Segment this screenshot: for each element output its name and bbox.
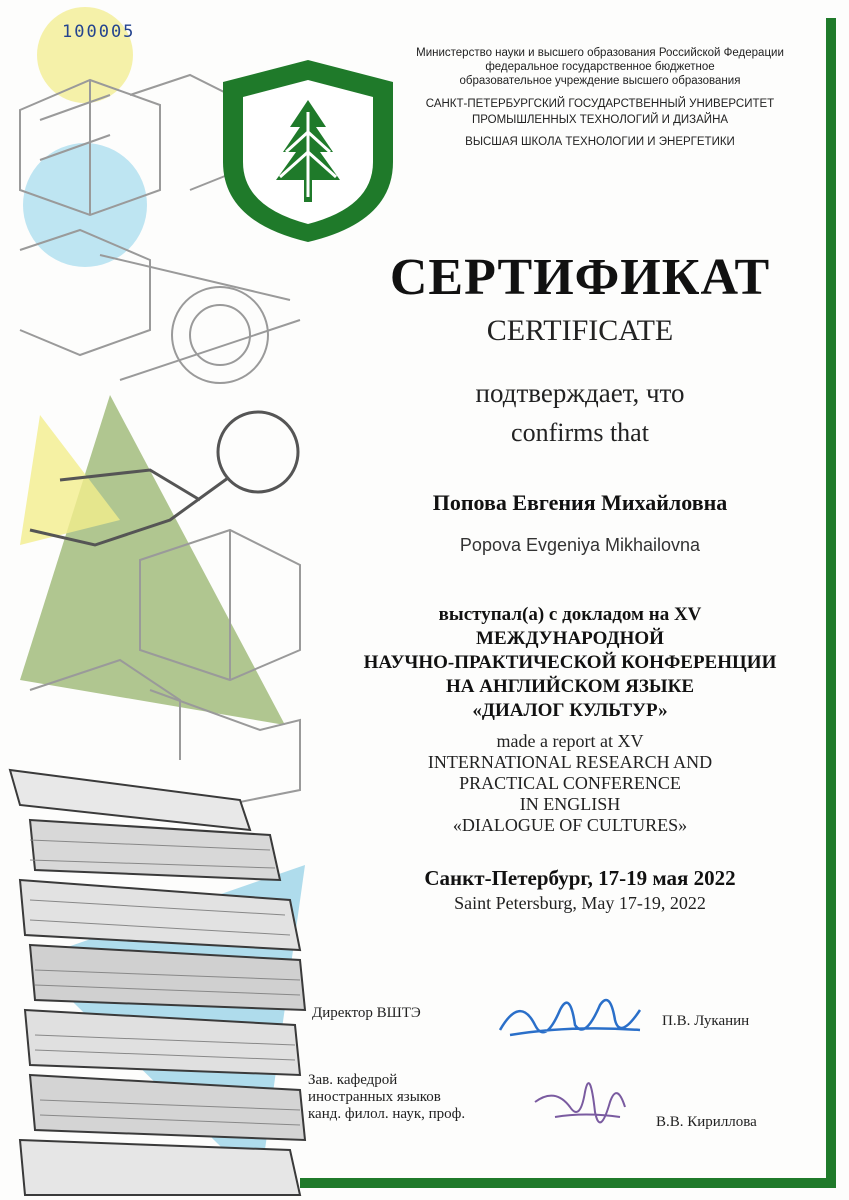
head-name: В.В. Кириллова bbox=[656, 1114, 757, 1130]
institution-header bbox=[380, 46, 820, 150]
report-en-line: made a report at XV bbox=[496, 731, 644, 751]
confirms-text-ru: подтверждает, что bbox=[475, 378, 685, 408]
report-ru-line: МЕЖДУНАРОДНОЙ bbox=[476, 628, 664, 649]
report-en-line: PRACTICAL CONFERENCE bbox=[459, 773, 681, 793]
certificate-title-en: CERTIFICATE bbox=[486, 314, 674, 347]
serial-number: 100005 bbox=[62, 22, 136, 42]
head-title-line: канд. филол. наук, проф. bbox=[308, 1106, 466, 1122]
director-title: Директор ВШТЭ bbox=[312, 1005, 421, 1021]
report-text-ru bbox=[300, 603, 840, 723]
report-ru-line: «ДИАЛОГ КУЛЬТУР» bbox=[472, 700, 668, 721]
head-title-line: иностранных языков bbox=[308, 1089, 441, 1105]
report-ru-line: выступал(а) с докладом на XV bbox=[438, 604, 702, 625]
head-title-line: Зав. кафедрой bbox=[308, 1072, 398, 1088]
head-signature bbox=[525, 1062, 635, 1142]
report-text-en bbox=[310, 731, 830, 836]
recipient-name-ru: Попова Евгения Михайловна bbox=[432, 490, 728, 515]
green-border-right bbox=[826, 18, 836, 1188]
school-name: ВЫСШАЯ ШКОЛА ТЕХНОЛОГИИ И ЭНЕРГЕТИКИ bbox=[465, 136, 735, 148]
recipient-name-en: Popova Evgeniya Mikhailovna bbox=[459, 535, 701, 555]
green-border-bottom bbox=[300, 1178, 836, 1188]
report-en-line: IN ENGLISH bbox=[519, 794, 621, 814]
report-en-line: «DIALOGUE OF CULTURES» bbox=[452, 815, 688, 835]
university-line-2: ПРОМЫШЛЕННЫХ ТЕХНОЛОГИЙ И ДИЗАЙНА bbox=[471, 114, 729, 126]
place-date-ru: Санкт-Петербург, 17-19 мая 2022 bbox=[424, 866, 736, 890]
place-date-en: Saint Petersburg, May 17-19, 2022 bbox=[454, 893, 706, 913]
university-line-1: САНКТ-ПЕТЕРБУРГСКИЙ ГОСУДАРСТВЕННЫЙ УНИВЕРСИТЕТ bbox=[425, 98, 775, 110]
ministry-line-3: образовательное учреждение высшего образования bbox=[459, 75, 741, 87]
head-title bbox=[308, 1072, 465, 1123]
ministry-line-1: Министерство науки и высшего образования Российской Федерации bbox=[416, 47, 784, 59]
director-signature bbox=[490, 985, 650, 1055]
report-ru-line: НАУЧНО-ПРАКТИЧЕСКОЙ КОНФЕРЕНЦИИ bbox=[363, 652, 777, 673]
certificate-title-ru: СЕРТИФИКАТ bbox=[389, 249, 771, 306]
university-emblem-logo bbox=[208, 52, 408, 247]
confirms-text-en: confirms that bbox=[511, 418, 649, 447]
director-name: П.В. Луканин bbox=[662, 1013, 750, 1029]
report-en-line: INTERNATIONAL RESEARCH AND bbox=[427, 752, 713, 772]
report-ru-line: НА АНГЛИЙСКОМ ЯЗЫКЕ bbox=[445, 676, 695, 697]
book-stack bbox=[10, 770, 305, 1195]
blue-circle bbox=[23, 143, 147, 267]
ministry-line-2: федеральное государственное бюджетное bbox=[485, 61, 715, 73]
